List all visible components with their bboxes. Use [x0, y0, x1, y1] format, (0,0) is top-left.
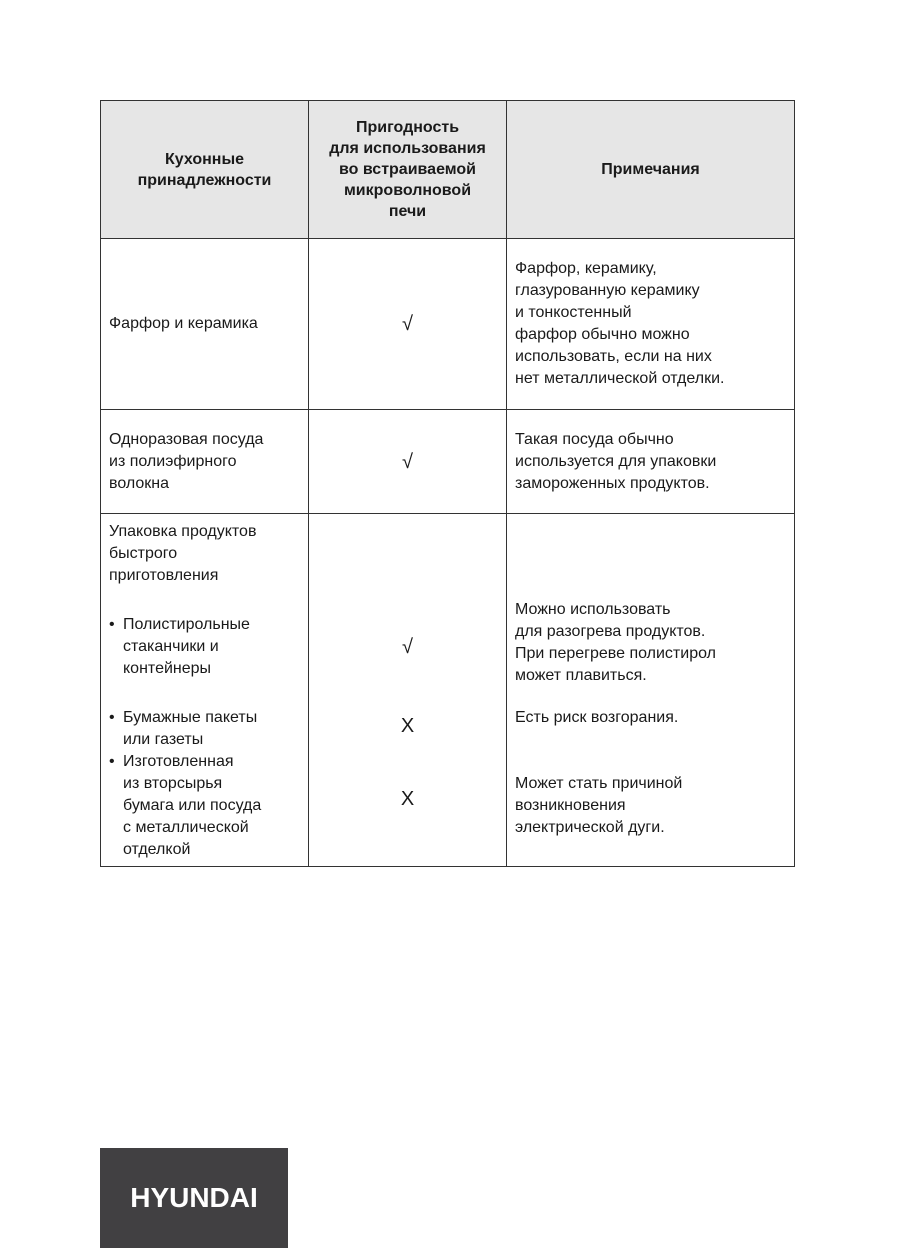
- note-cell: [507, 514, 795, 867]
- note-text: Фарфор, керамику, глазурованную керамику и тонкостенный фарфор обычно можно использовать, если на них нет металлической отделки.: [515, 260, 725, 387]
- cross-mark-icon: X: [400, 715, 415, 737]
- note-text: Есть риск возгорания.: [515, 709, 679, 726]
- note-text: Можно использовать для разогрева продуктов. При перегреве полистирол может плавиться.: [515, 601, 716, 684]
- header-suitability: Пригодность для использования во встраиваемой микроволновой печи: [309, 101, 507, 239]
- mark-cell: [309, 410, 507, 514]
- check-mark-icon: √: [402, 313, 413, 335]
- bullet-icon: •: [109, 753, 115, 770]
- header-cookware: Кухонные принадлежности: [101, 101, 309, 239]
- note-text: Может стать причиной возникновения электрической дуги.: [515, 775, 683, 836]
- bullet-icon: •: [109, 616, 115, 633]
- list-item: [101, 707, 308, 751]
- cross-mark-icon: X: [400, 788, 415, 810]
- item-cell: [101, 239, 309, 410]
- bullet-icon: •: [109, 709, 115, 726]
- item-label: Полистирольные стаканчики и контейнеры: [123, 616, 250, 677]
- note-text: Такая посуда обычно используется для упаковки замороженных продуктов.: [515, 430, 717, 492]
- mark-cell: [309, 514, 507, 867]
- mark-cell: [309, 239, 507, 410]
- table-header-row: [101, 101, 795, 239]
- cookware-table: [100, 100, 795, 867]
- header-notes: Примечания: [507, 101, 795, 239]
- check-mark-icon: √: [402, 636, 413, 658]
- item-cell: [101, 410, 309, 514]
- table-row-group: [101, 514, 795, 867]
- check-mark-icon: √: [402, 450, 413, 473]
- brand-logo: [100, 1148, 288, 1248]
- table-row: [101, 239, 795, 410]
- table-row: [101, 410, 795, 514]
- list-item: [101, 751, 308, 861]
- item-label: Изготовленная из вторсырья бумага или посуда с металлической отделкой: [123, 753, 262, 858]
- item-label: Бумажные пакеты или газеты: [123, 709, 258, 748]
- note-cell: [507, 239, 795, 410]
- list-item: [101, 614, 308, 680]
- note-cell: [507, 410, 795, 514]
- logo-text: HYUNDAI: [130, 1182, 258, 1213]
- item-cell: [101, 514, 309, 867]
- group-title: Упаковка продуктов быстрого приготовления: [109, 523, 257, 584]
- item-label: Фарфор и керамика: [109, 315, 258, 332]
- item-label: Одноразовая посуда из полиэфирного волокна: [109, 430, 264, 492]
